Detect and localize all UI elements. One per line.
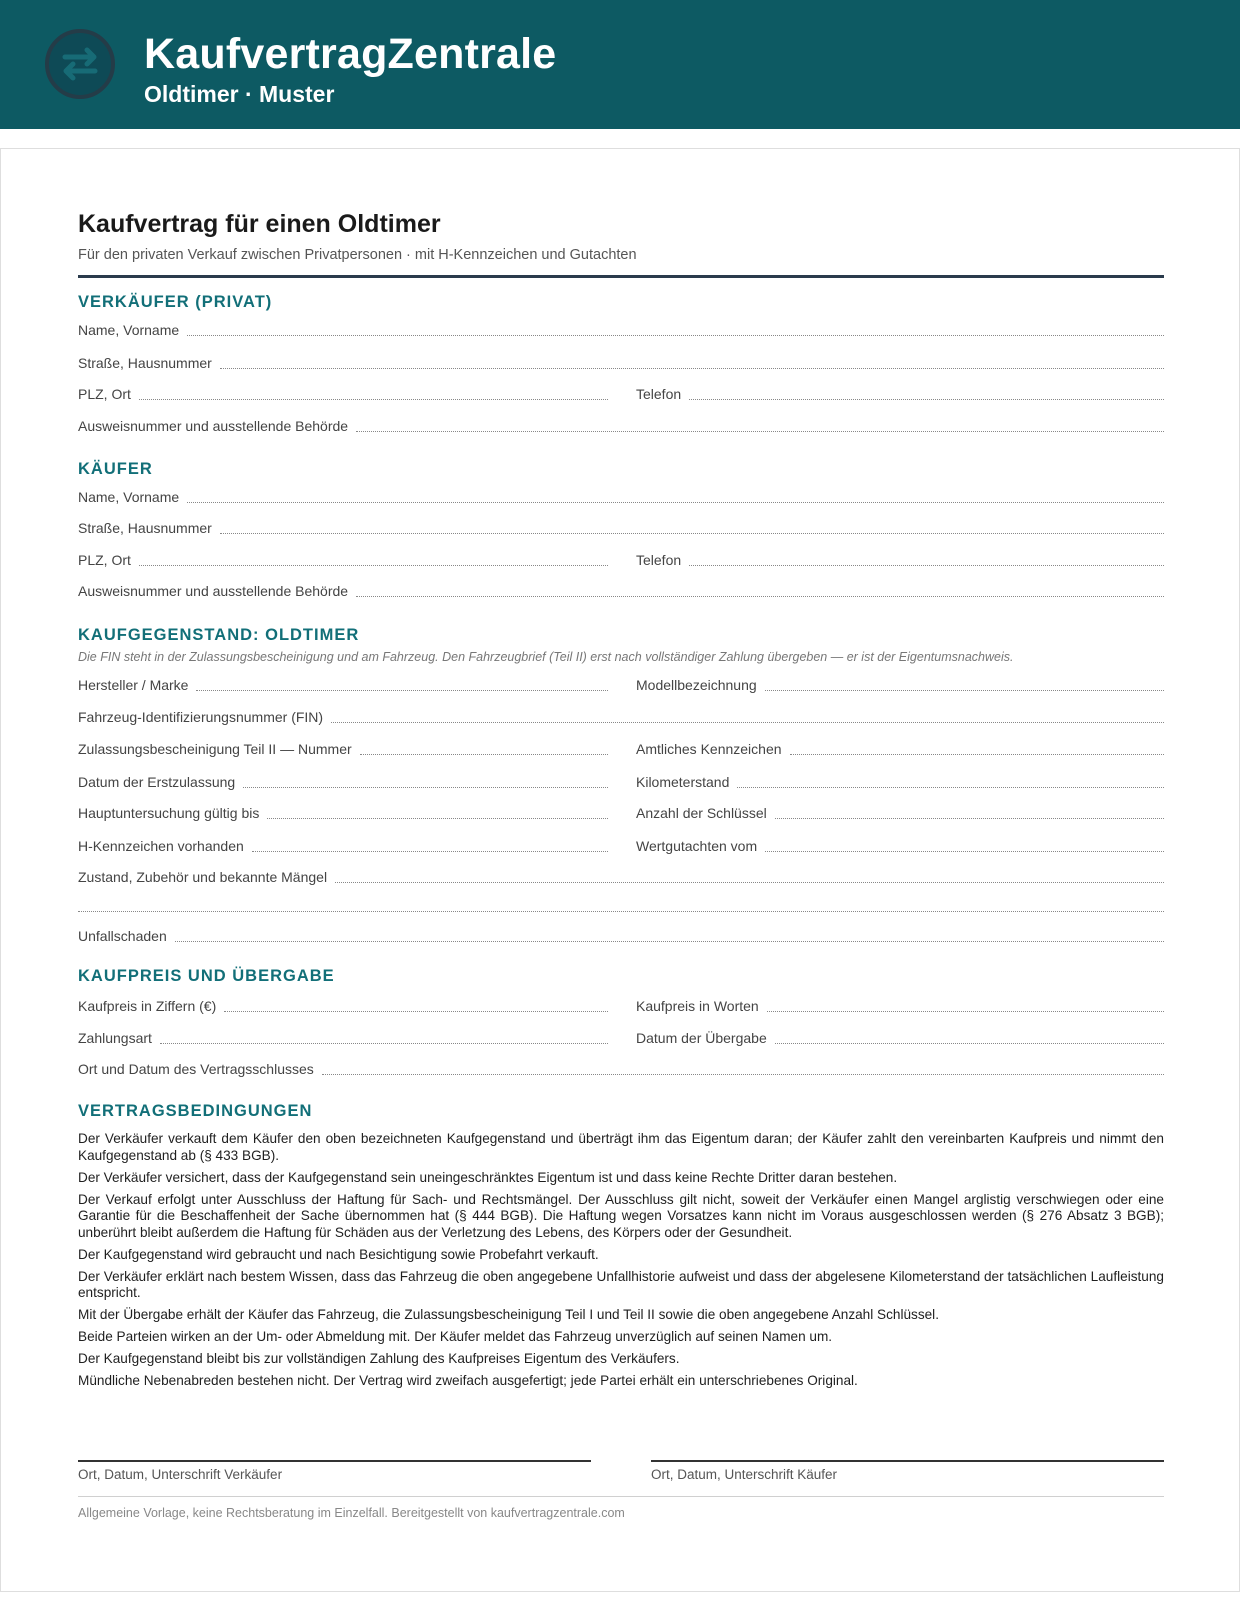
seller-signature-line[interactable] xyxy=(78,1460,591,1462)
handover-date-field[interactable] xyxy=(636,1027,1164,1047)
fill-line xyxy=(689,399,1164,400)
fill-line xyxy=(220,533,1164,534)
buyer-name-field[interactable] xyxy=(78,486,1164,506)
buyer-heading: KÄUFER xyxy=(78,460,153,478)
buyer-id-field[interactable] xyxy=(78,580,1164,600)
vehicle-accident-field[interactable] xyxy=(78,925,1164,945)
seller-name-field[interactable] xyxy=(78,319,1164,339)
buyer-signature-label: Ort, Datum, Unterschrift Käufer xyxy=(651,1467,838,1482)
field-label: Wertgutachten vom xyxy=(636,838,758,854)
fill-line xyxy=(335,882,1164,883)
price-heading: KAUFPREIS UND ÜBERGABE xyxy=(78,967,335,985)
field-label: Hauptuntersuchung gültig bis xyxy=(78,805,260,821)
field-label: PLZ, Ort xyxy=(78,552,131,568)
vehicle-make-field[interactable] xyxy=(78,674,608,694)
fill-line xyxy=(790,754,1164,755)
field-label: Straße, Hausnummer xyxy=(78,355,212,371)
fill-line xyxy=(765,690,1164,691)
price-words-field[interactable] xyxy=(636,995,1164,1015)
buyer-street-field[interactable] xyxy=(78,517,1164,537)
fill-line xyxy=(220,368,1164,369)
field-label: Datum der Erstzulassung xyxy=(78,774,236,790)
fill-line xyxy=(737,787,1164,788)
footer-note: Allgemeine Vorlage, keine Rechtsberatung im Einzelfall. Bereitgestellt von kaufvertragzentrale.com xyxy=(78,1506,625,1520)
seller-street-field[interactable] xyxy=(78,352,1164,372)
vehicle-plate-field[interactable] xyxy=(636,738,1164,758)
brand-name: KaufvertragZentrale xyxy=(144,30,557,78)
field-label: Anzahl der Schlüssel xyxy=(636,805,767,821)
seller-city-field[interactable] xyxy=(78,383,608,403)
vehicle-vin-field[interactable] xyxy=(78,706,1164,726)
fill-line xyxy=(139,399,608,400)
field-label: Zustand, Zubehör und bekannte Mängel xyxy=(78,869,328,885)
seller-heading: VERKÄUFER (PRIVAT) xyxy=(78,293,273,311)
field-label: PLZ, Ort xyxy=(78,386,131,402)
seller-phone-field[interactable] xyxy=(636,383,1164,403)
header-banner xyxy=(0,0,1240,129)
fill-line xyxy=(775,1043,1164,1044)
fill-line xyxy=(331,722,1164,723)
seller-signature-label: Ort, Datum, Unterschrift Verkäufer xyxy=(78,1467,283,1482)
document-title: Kaufvertrag für einen Oldtimer xyxy=(78,210,441,238)
terms-paragraph: Beide Parteien wirken an der Um- oder Abmeldung mit. Der Käufer meldet das Fahrzeug unverzüglich auf seinen Namen um. xyxy=(78,1329,833,1344)
fill-line xyxy=(360,754,608,755)
title-divider xyxy=(78,275,1164,278)
field-label: Kaufpreis in Ziffern (€) xyxy=(78,998,217,1014)
vehicle-condition-extra-line[interactable] xyxy=(78,911,1164,912)
field-label: Telefon xyxy=(636,552,682,568)
fill-line xyxy=(175,941,1164,942)
field-label: Ort und Datum des Vertragsschlusses xyxy=(78,1061,314,1077)
field-label: Zulassungsbescheinigung Teil II — Nummer xyxy=(78,741,352,757)
fill-line xyxy=(775,818,1164,819)
vehicle-keys-field[interactable] xyxy=(636,802,1164,822)
vehicle-condition-field[interactable] xyxy=(78,866,1164,886)
fill-line xyxy=(767,1011,1164,1012)
fill-line xyxy=(196,690,608,691)
terms-paragraph: Mit der Übergabe erhält der Käufer das Fahrzeug, die Zulassungsbescheinigung Teil I und Teil II sowie die oben angegebene Anzahl Schlüssel. xyxy=(78,1307,939,1322)
field-label: Name, Vorname xyxy=(78,489,180,505)
fill-line xyxy=(356,596,1164,597)
field-label: Kilometerstand xyxy=(636,774,730,790)
vehicle-reg-number-field[interactable] xyxy=(78,738,608,758)
field-label: Datum der Übergabe xyxy=(636,1030,767,1046)
field-label: Modellbezeichnung xyxy=(636,677,757,693)
fill-line xyxy=(224,1011,608,1012)
fill-line xyxy=(689,565,1164,566)
terms-paragraph: Der Kaufgegenstand wird gebraucht und nach Besichtigung sowie Probefahrt verkauft. xyxy=(78,1246,599,1262)
vehicle-first-reg-field[interactable] xyxy=(78,771,608,791)
field-label: Ausweisnummer und ausstellende Behörde xyxy=(78,418,349,434)
field-label: H-Kennzeichen vorhanden xyxy=(78,838,244,854)
field-label: Straße, Hausnummer xyxy=(78,520,212,536)
terms-paragraph: Mündliche Nebenabreden bestehen nicht. Der Vertrag wird zweifach ausgefertigt; jede Partei erhält ein unterschriebenes Original. xyxy=(78,1373,858,1388)
vehicle-mileage-field[interactable] xyxy=(636,771,1164,791)
buyer-phone-field[interactable] xyxy=(636,549,1164,569)
fill-line xyxy=(765,851,1164,852)
brand-subtitle: Oldtimer · Muster xyxy=(144,81,335,107)
fill-line xyxy=(160,1043,608,1044)
contract-place-date-field[interactable] xyxy=(78,1058,1164,1078)
fill-line xyxy=(267,818,608,819)
terms-paragraph: Der Verkäufer verkauft dem Käufer den oben bezeichneten Kaufgegenstand und überträgt ihm das Eigentum daran; der Käufer zahlt den vereinbarten Kaufpreis und nimmt den Kaufgegenstand ab (§ 433 BGB). xyxy=(78,1131,1164,1163)
field-label: Hersteller / Marke xyxy=(78,677,189,693)
vehicle-appraisal-field[interactable] xyxy=(636,835,1164,855)
vehicle-heading: KAUFGEGENSTAND: OLDTIMER xyxy=(78,626,360,644)
price-digits-field[interactable] xyxy=(78,995,608,1015)
vehicle-note: Die FIN steht in der Zulassungsbescheinigung und am Fahrzeug. Den Fahrzeugbrief (Teil II) erst nach vollständiger Zahlung übergeben — er ist der Eigentumsnachweis. xyxy=(78,650,1014,664)
buyer-city-field[interactable] xyxy=(78,549,608,569)
vehicle-inspection-field[interactable] xyxy=(78,802,608,822)
field-label: Ausweisnummer und ausstellende Behörde xyxy=(78,583,349,599)
vehicle-model-field[interactable] xyxy=(636,674,1164,694)
field-label: Fahrzeug-Identifizierungsnummer (FIN) xyxy=(78,709,324,725)
fill-line xyxy=(187,335,1164,336)
field-label: Zahlungsart xyxy=(78,1030,152,1046)
payment-method-field[interactable] xyxy=(78,1027,608,1047)
fill-line xyxy=(187,502,1164,503)
fill-line xyxy=(243,787,608,788)
buyer-signature-line[interactable] xyxy=(651,1460,1164,1462)
field-label: Unfallschaden xyxy=(78,928,167,944)
field-label: Kaufpreis in Worten xyxy=(636,998,759,1014)
field-label: Amtliches Kennzeichen xyxy=(636,741,782,757)
seller-id-field[interactable] xyxy=(78,415,1164,435)
terms-paragraph: Der Verkäufer erklärt nach bestem Wissen, dass das Fahrzeug die oben angegebene Unfallhistorie aufweist und dass der abgelesene Kilometerstand der tatsächlichen Laufleistung entspricht. xyxy=(78,1268,1164,1300)
fill-line xyxy=(252,851,608,852)
fill-line xyxy=(139,565,608,566)
terms-paragraph: Der Verkäufer versichert, dass der Kaufgegenstand sein uneingeschränktes Eigentum ist und dass keine Rechte Dritter daran bestehen. xyxy=(78,1169,898,1185)
field-label: Telefon xyxy=(636,386,682,402)
field-label: Name, Vorname xyxy=(78,322,180,338)
swap-arrows-icon xyxy=(45,29,115,99)
terms-body xyxy=(78,1131,1164,1395)
footer-divider xyxy=(78,1496,1164,1497)
fill-line xyxy=(356,431,1164,432)
vehicle-h-plate-field[interactable] xyxy=(78,835,608,855)
terms-paragraph: Der Kaufgegenstand bleibt bis zur vollständigen Zahlung des Kaufpreises Eigentum des Verkäufers. xyxy=(78,1351,680,1366)
terms-heading: VERTRAGSBEDINGUNGEN xyxy=(78,1102,313,1120)
fill-line xyxy=(322,1074,1164,1075)
document-subtitle: Für den privaten Verkauf zwischen Privatpersonen · mit H-Kennzeichen und Gutachten xyxy=(78,247,637,263)
terms-paragraph: Der Verkauf erfolgt unter Ausschluss der Haftung für Sach- und Rechtsmängel. Der Ausschluss gilt nicht, soweit der Verkäufer einen Mangel arglistig verschwiegen oder eine Garantie für die Beschaffenheit der Sache übernommen hat (§ 444 BGB). Die Haftung wegen Vorsatzes kann nicht im Voraus ausgeschlossen werden (§ 276 Absatz 3 BGB); unberührt bleibt außerdem die Haftung für Schäden aus der Verletzung des Lebens, des Körpers oder der Gesundheit. xyxy=(78,1191,1164,1240)
